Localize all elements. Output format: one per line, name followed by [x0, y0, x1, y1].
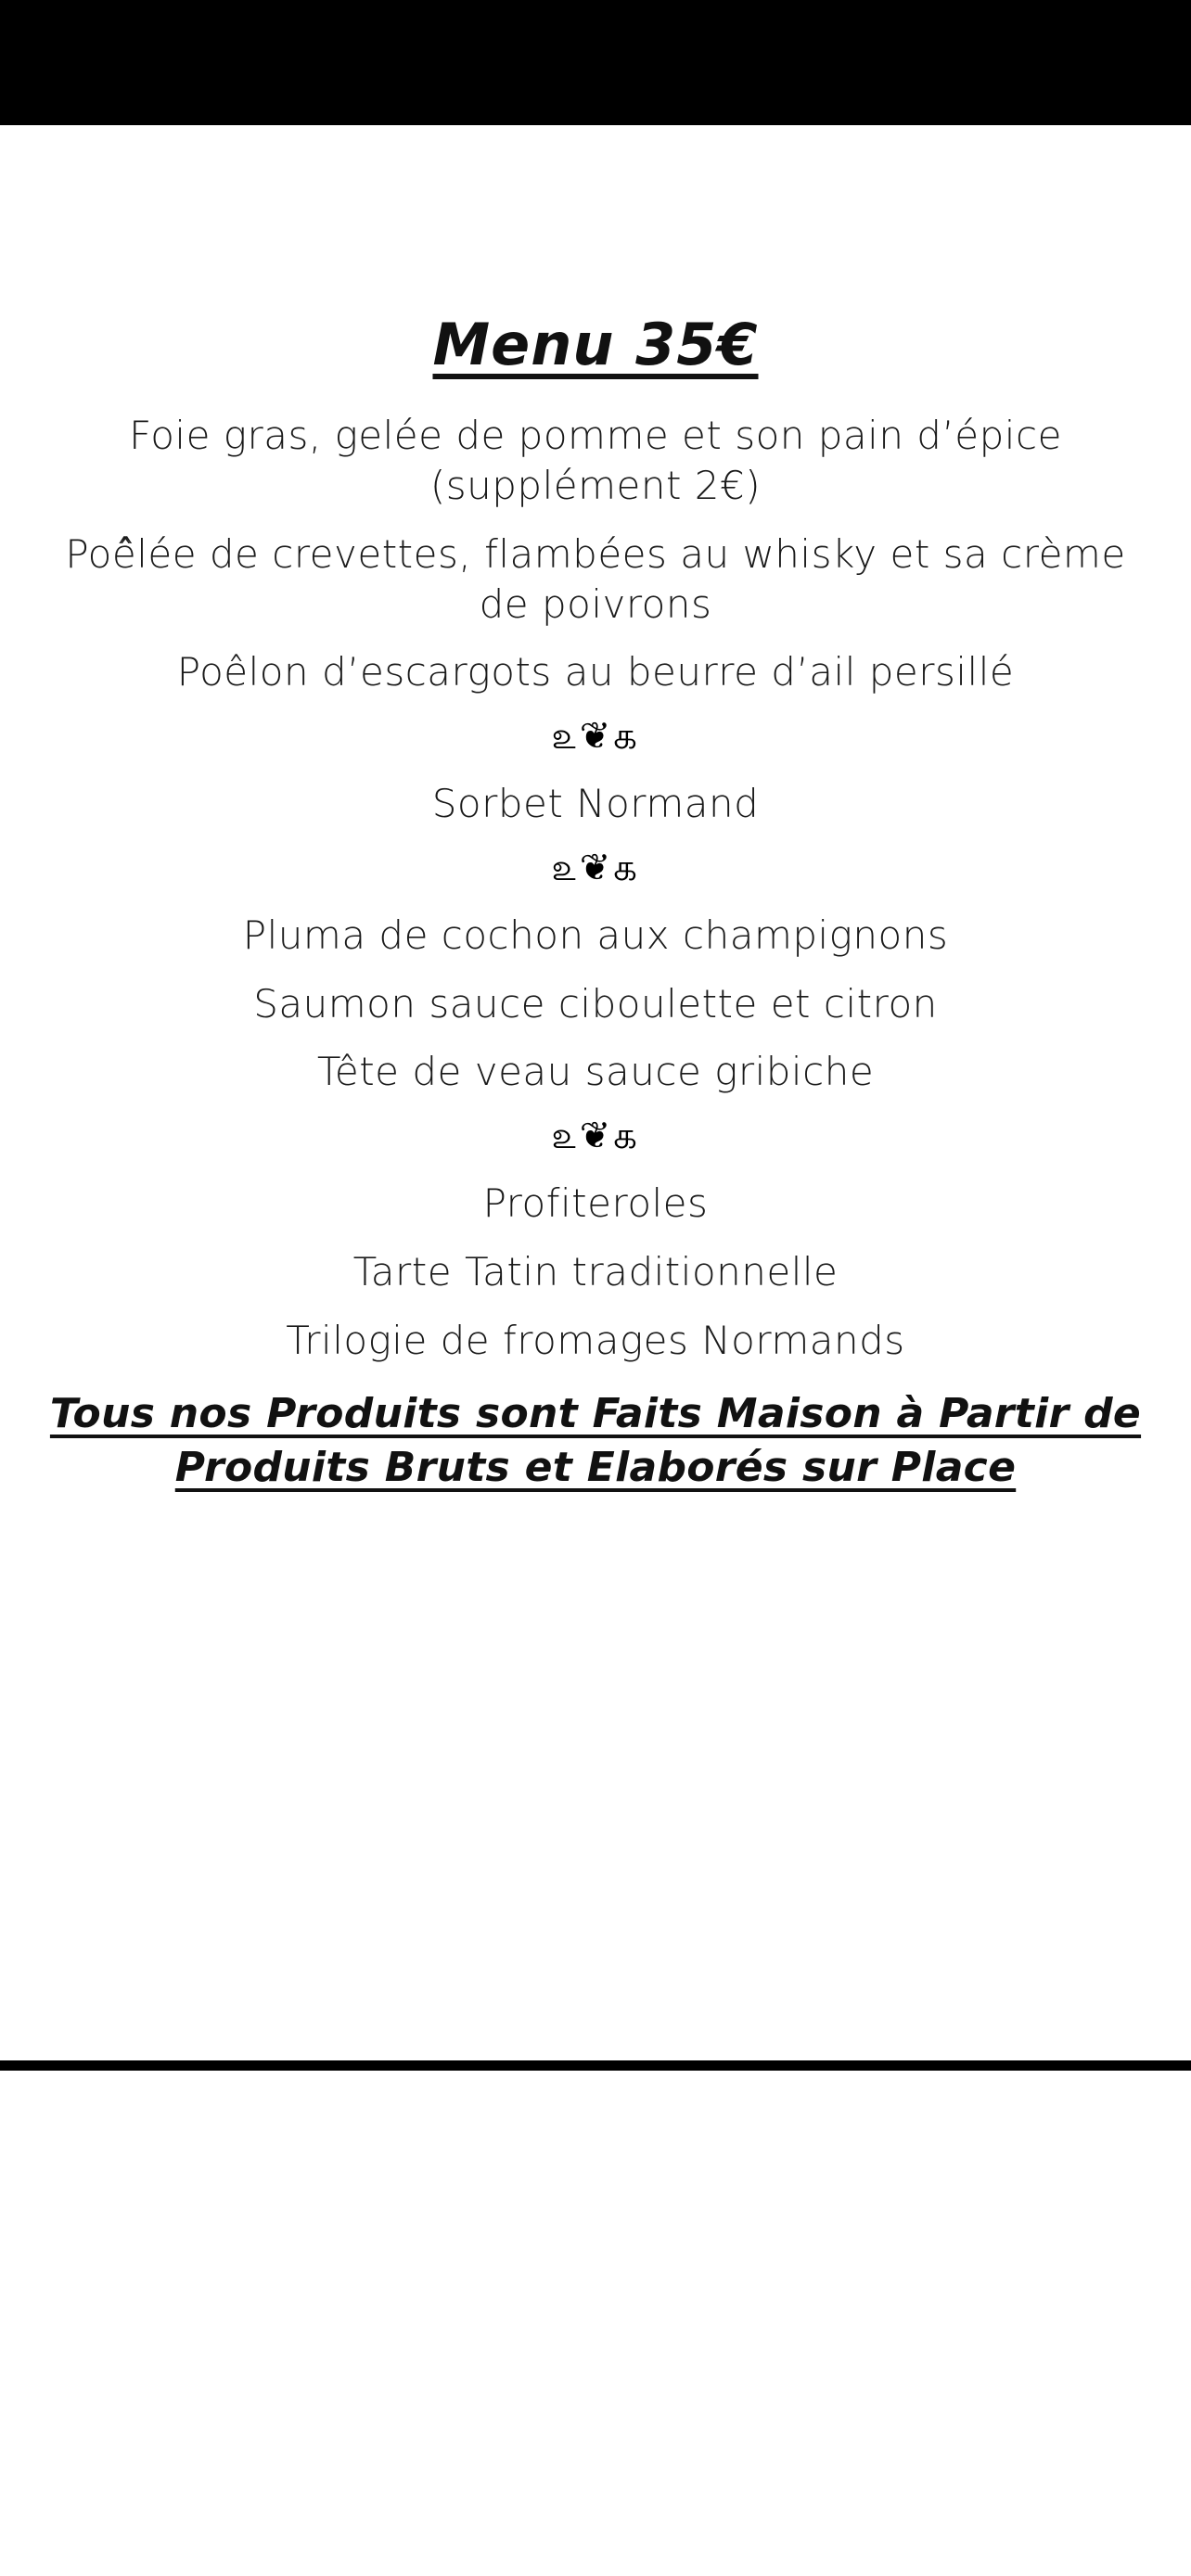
- list-item: Pluma de cochon aux champignons: [242, 912, 949, 958]
- list-item: Profiteroles: [482, 1180, 709, 1227]
- status-bar-black-band: [0, 0, 1191, 125]
- ornament-divider-icon: ௨❦௧: [551, 715, 640, 759]
- list-item: Trilogie de fromages Normands: [286, 1317, 905, 1363]
- menu-content: [0, 125, 1191, 1494]
- list-item: Poê̂lée de crevettes, flambées au whisky et sa crème de poivrons: [65, 530, 1126, 627]
- list-item: Tête de veau sauce gribiche: [316, 1049, 875, 1095]
- list-item: Foie gras, gelée de pomme et son pain d’épice (supplément 2€): [129, 413, 1062, 509]
- list-item: Saumon sauce ciboulette et citron: [253, 980, 938, 1027]
- page-title: Menu 35€: [432, 311, 759, 378]
- ornament-divider-icon: ௨❦௧: [551, 846, 640, 889]
- house-made-notice: Tous nos Produits sont Faits Maison à Partir de Produits Bruts et Elaborés sur Place: [49, 1390, 1142, 1491]
- divider: [0, 2060, 1191, 2071]
- list-item: Sorbet Normand: [431, 781, 760, 827]
- menu-document: [0, 125, 1191, 2060]
- ornament-divider-icon: ௨❦௧: [551, 1115, 640, 1158]
- list-item: Poêlon d’escargots au beurre d’ail persillé: [176, 649, 1015, 695]
- list-item: Tarte Tatin traditionnelle: [352, 1248, 839, 1294]
- page-bottom-whitespace: [0, 2071, 1191, 2576]
